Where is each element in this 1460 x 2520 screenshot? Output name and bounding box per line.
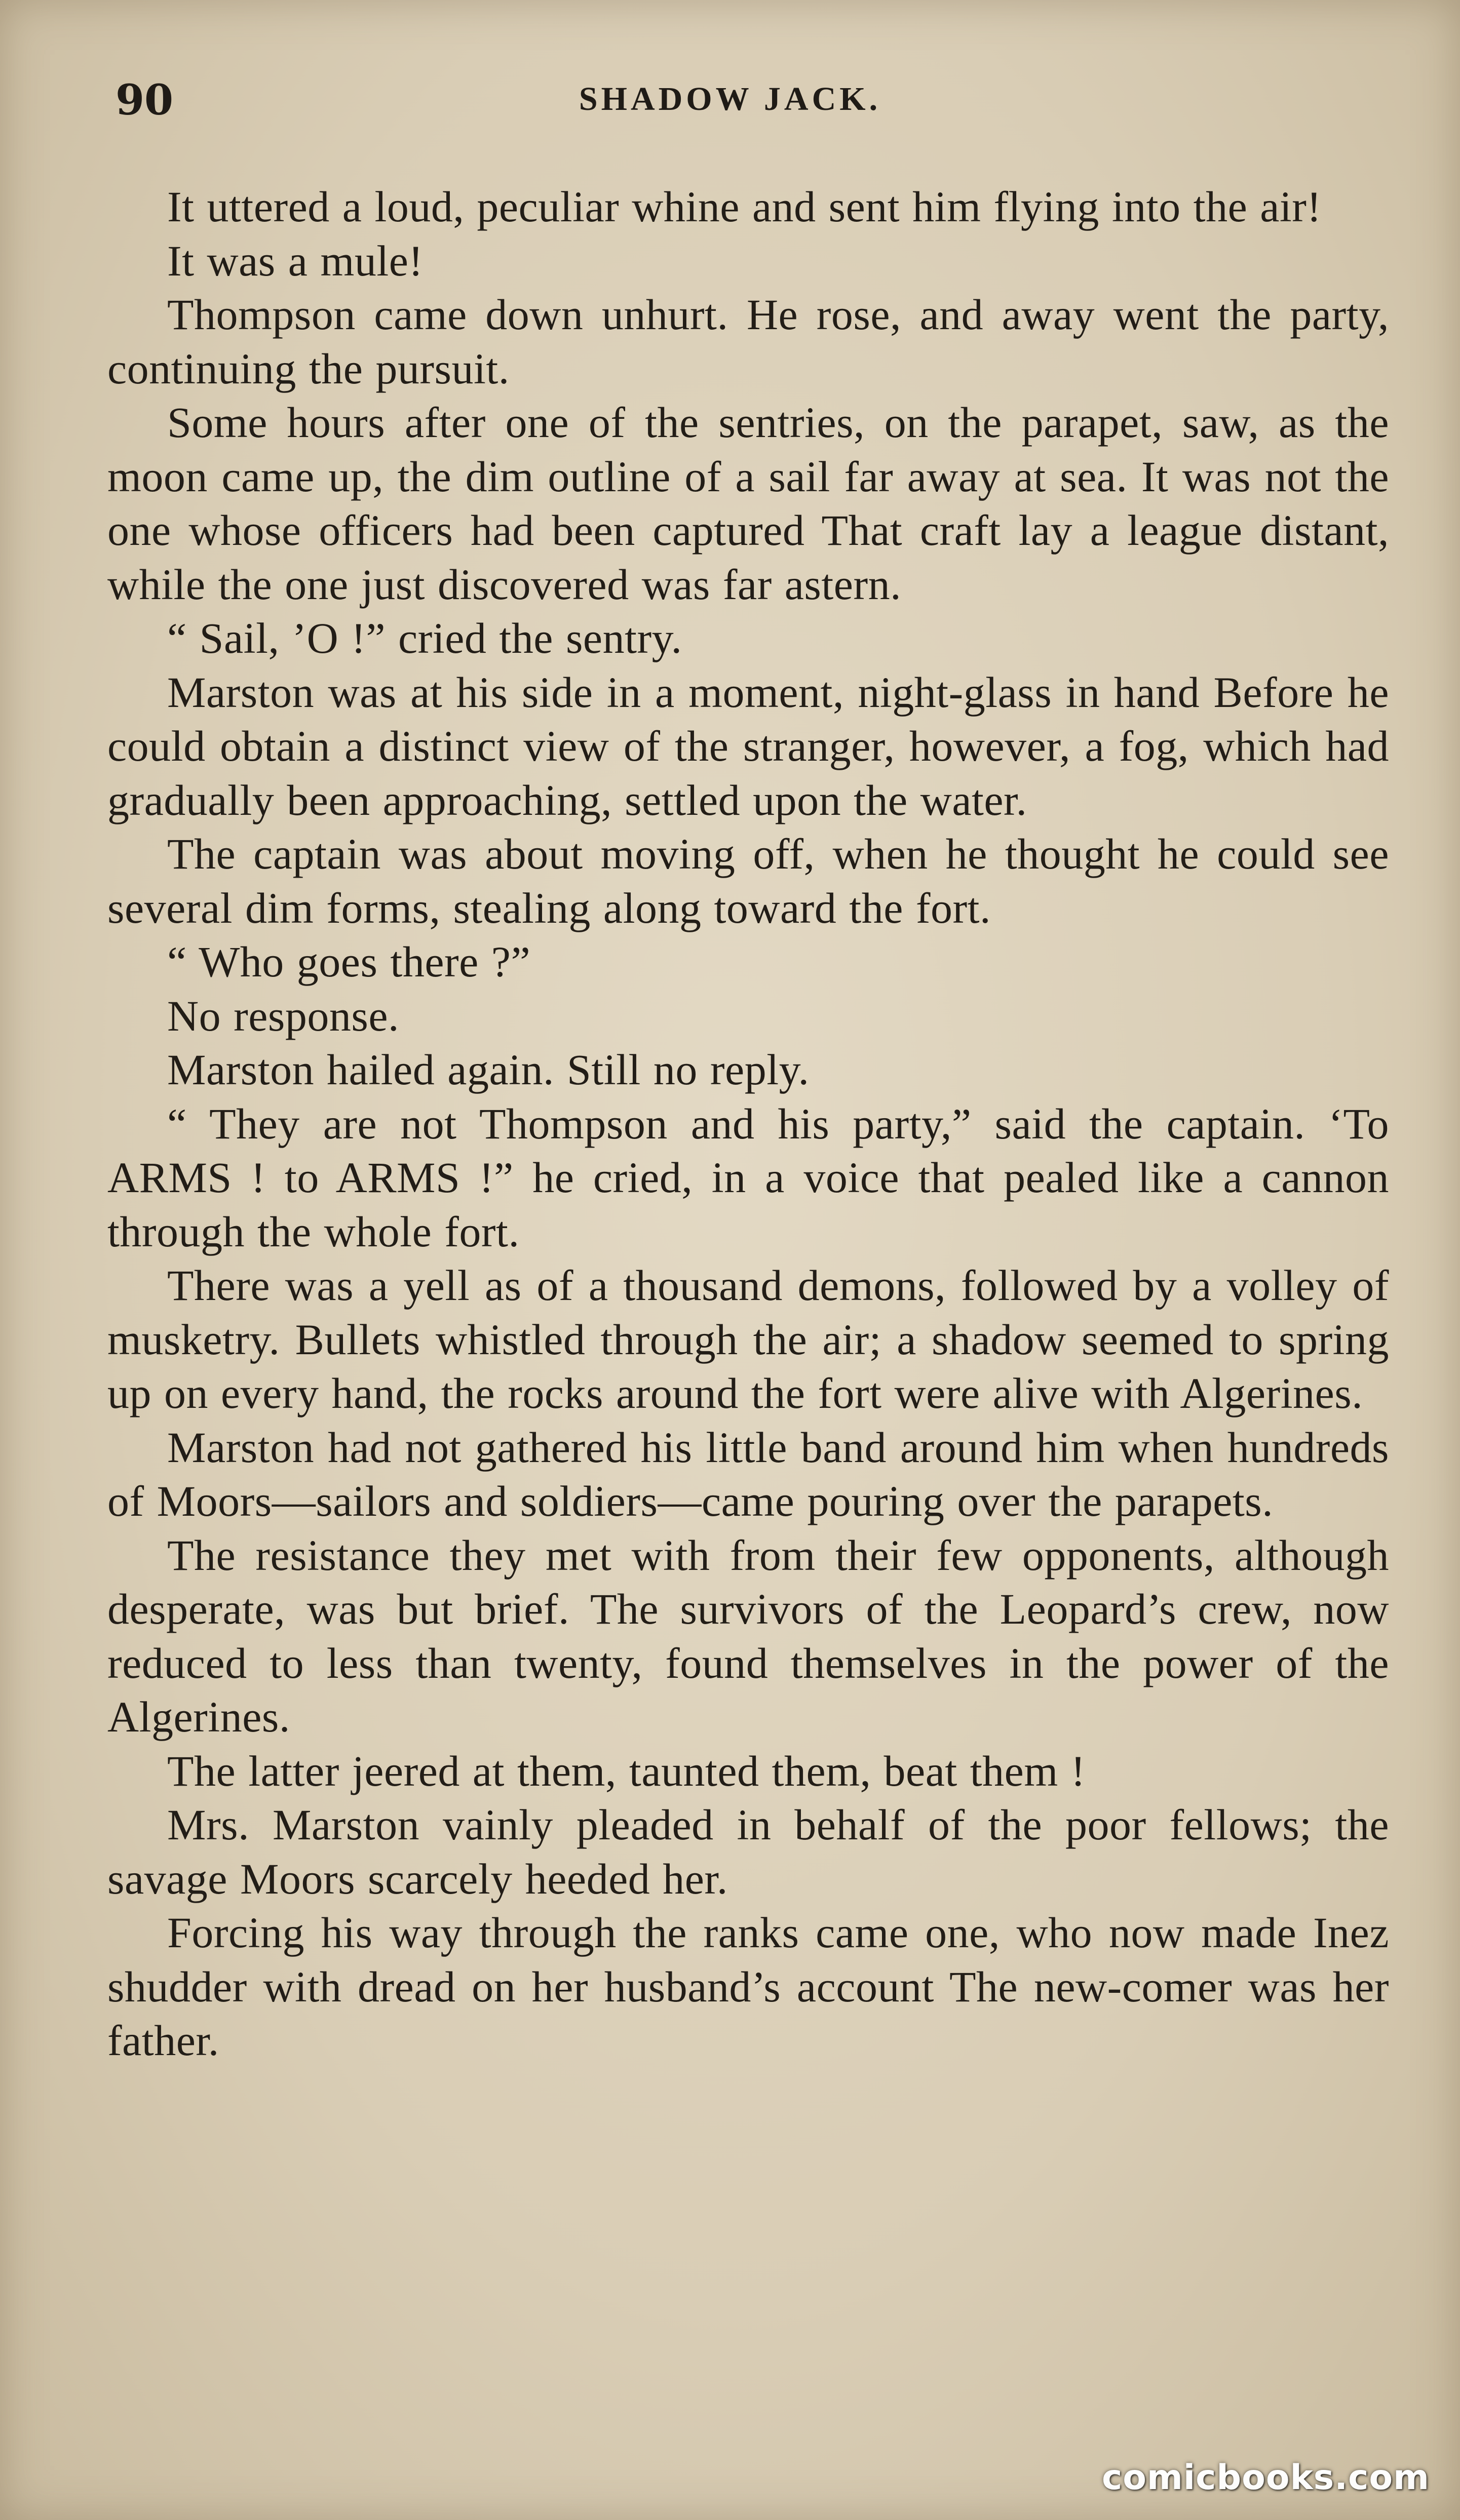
paragraph: Thompson came down unhurt. He rose, and away went the party, continuing the pursuit. — [107, 290, 1389, 393]
page-header — [0, 0, 1460, 167]
running-title: SHADOW JACK. — [579, 81, 881, 117]
body-text — [107, 180, 1389, 2068]
paragraph: It was a mule! — [167, 236, 424, 285]
paragraph: No response. — [167, 991, 400, 1040]
paragraph: The latter jeered at them, taunted them, beat them ! — [167, 1746, 1086, 1795]
paragraph: Mrs. Marston vainly pleaded in behalf of the poor fellows; the savage Moors scarcely heeded her. — [107, 1800, 1389, 1903]
paragraph: Marston hailed again. Still no reply. — [167, 1045, 810, 1094]
paragraph: Some hours after one of the sentries, on the parapet, saw, as the moon came up, the dim outline of a sail far away at sea. It was not the one whose officers had been captured That craft lay a league distant, while the one just discovered was far astern. — [107, 398, 1389, 609]
paragraph: The captain was about moving off, when he thought he could see several dim forms, stealing along toward the fort. — [107, 830, 1389, 932]
paragraph: Marston was at his side in a moment, night-glass in hand Before he could obtain a distinct view of the stranger, however, a fog, which had gradually been approaching, settled upon the water. — [107, 667, 1389, 824]
paragraph: “ Who goes there ?” — [167, 937, 531, 986]
paragraph: “ Sail, ’O !” cried the sentry. — [167, 614, 682, 662]
paragraph: There was a yell as of a thousand demons, followed by a volley of musketry. Bullets whistled through the air; a shadow seemed to spring up on every hand, the rocks around the fort were alive with Algerines. — [107, 1261, 1389, 1418]
paragraph: The resistance they met with from their few opponents, although desperate, was but brief. The survivors of the Leopard’s crew, now reduced to less than twenty, found themselves in the power of the Algerines. — [107, 1530, 1389, 1741]
paragraph: Marston had not gathered his little band around him when hundreds of Moors—sailors and soldiers—came pouring over the parapets. — [107, 1423, 1389, 1525]
paragraph: “ They are not Thompson and his party,” said the captain. ‘To ARMS ! to ARMS !” he cried, in a voice that pealed like a cannon through the whole fort. — [107, 1099, 1389, 1256]
paragraph: Forcing his way through the ranks came one, who now made Inez shudder with dread on her husband’s account The new-comer was her father. — [107, 1908, 1389, 2065]
watermark: comicbooks.com — [1101, 2458, 1430, 2498]
paragraph: It uttered a loud, peculiar whine and sent him flying into the air! — [167, 182, 1322, 231]
page-number: 90 — [116, 76, 174, 125]
